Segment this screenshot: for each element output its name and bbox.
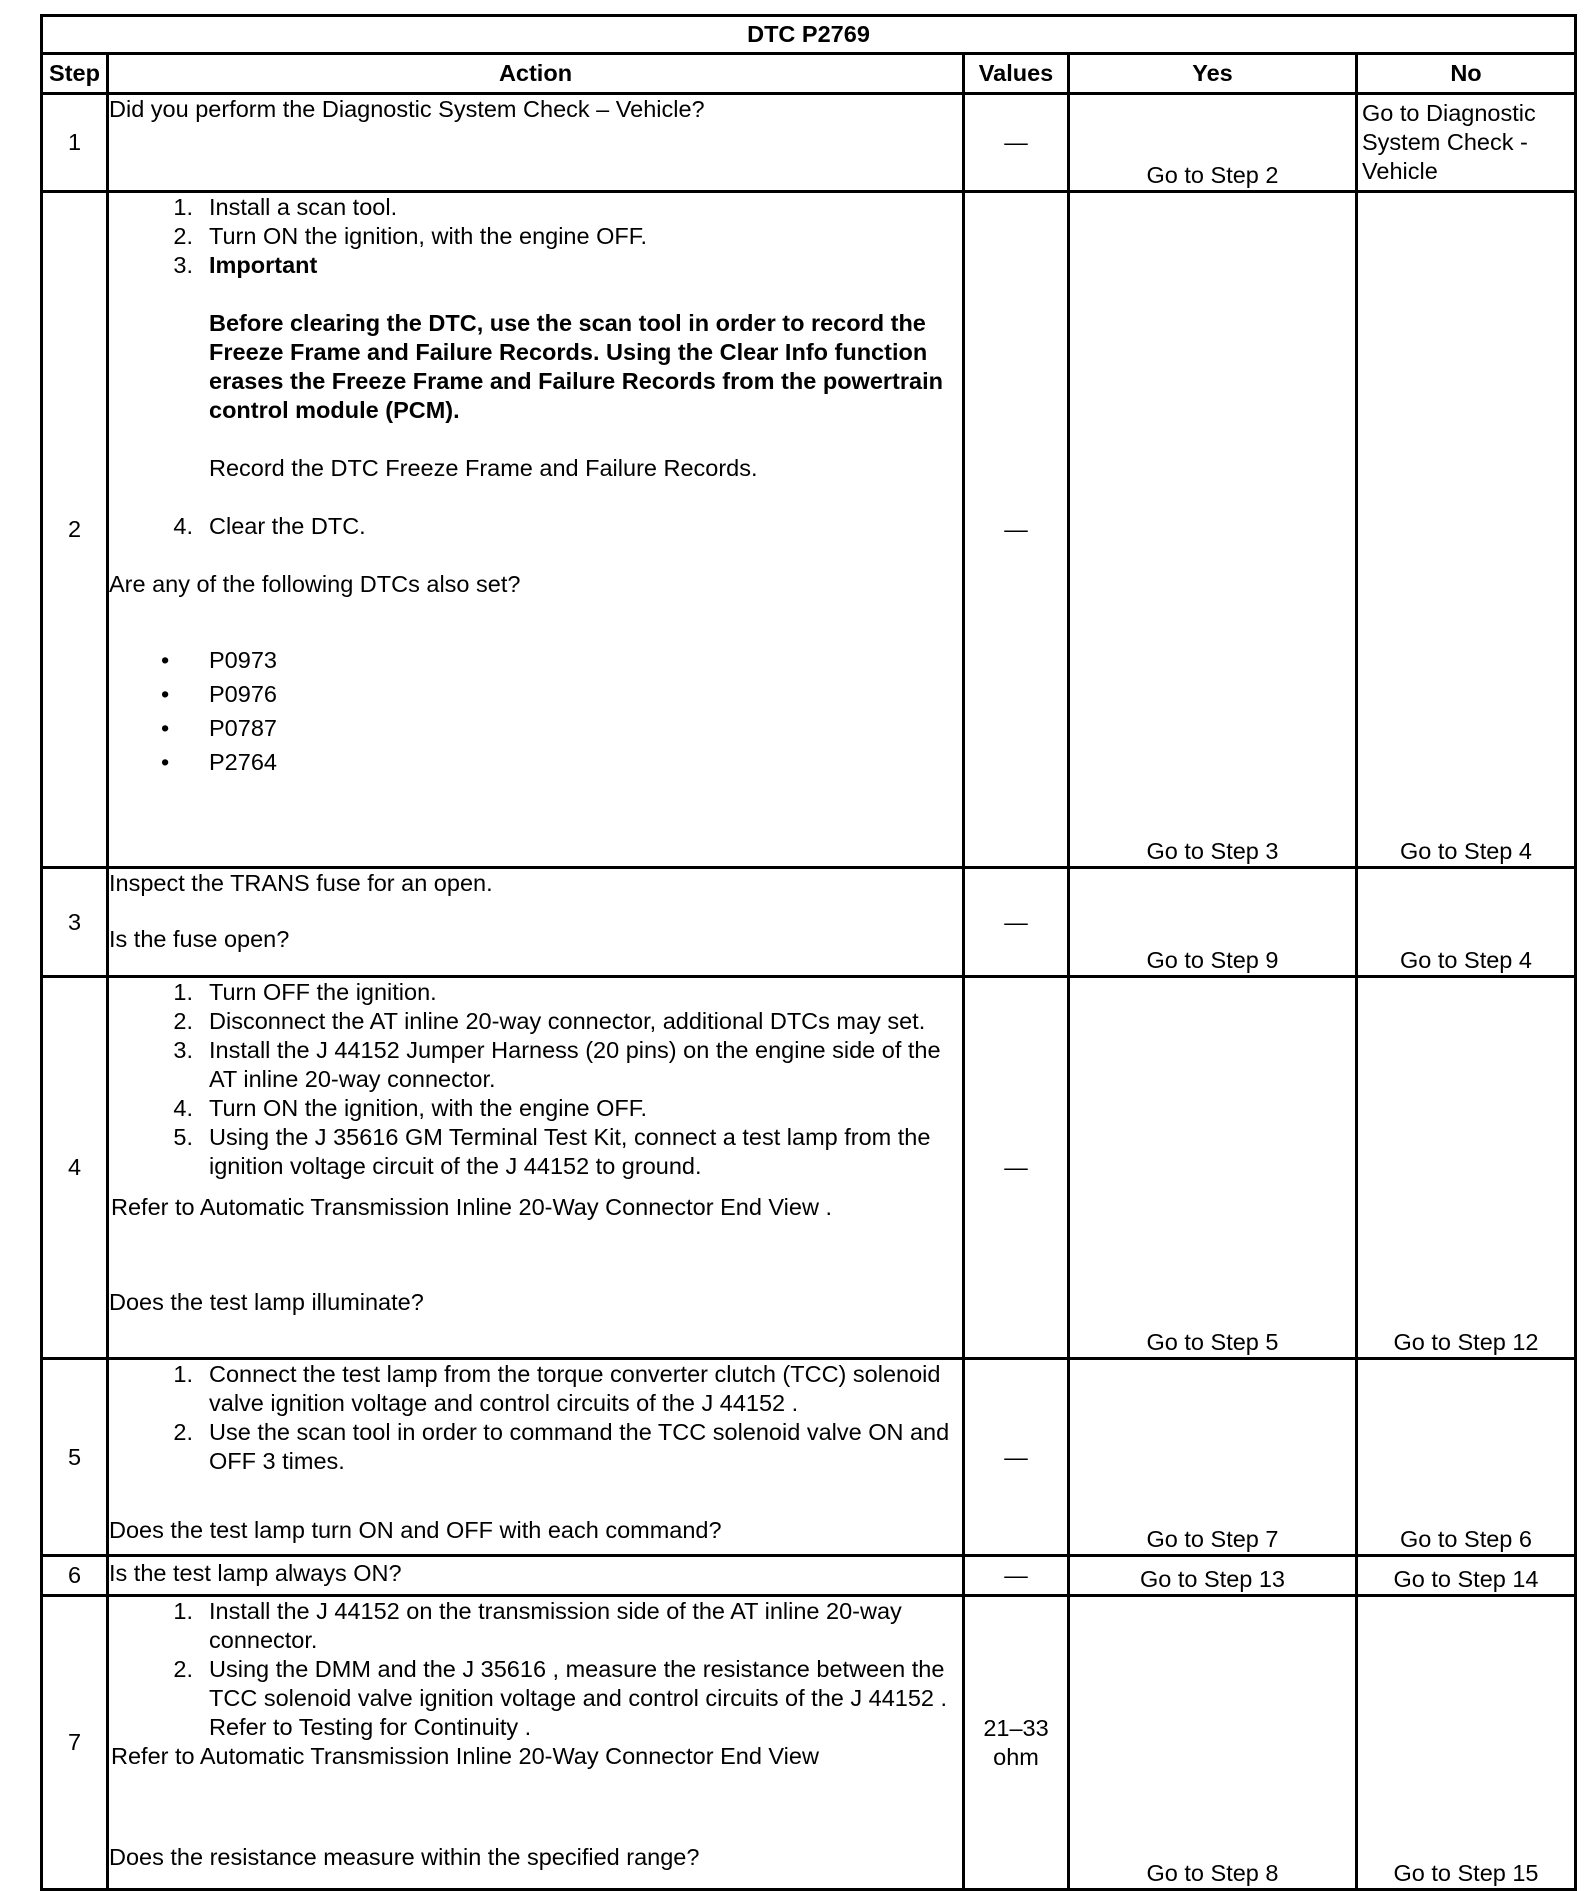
- refer-link[interactable]: Refer to Automatic Transmission Inline 20-Way Connector End View: [111, 1743, 819, 1769]
- no-link[interactable]: Go to Step 15: [1357, 1596, 1576, 1890]
- dtc-item: • P0973: [161, 647, 277, 673]
- no-link[interactable]: Go to Step 14: [1357, 1556, 1576, 1596]
- list-item: 1. Turn OFF the ignition.: [173, 979, 437, 1005]
- list-item: 2. Disconnect the AT inline 20-way connector, additional DTCs may set.: [173, 1008, 926, 1034]
- no-link[interactable]: Go to Diagnostic System Check - Vehicle: [1357, 94, 1576, 192]
- table-row: [42, 1556, 1576, 1596]
- table-row: [42, 192, 1576, 868]
- refer-link[interactable]: Refer to Automatic Transmission Inline 20-Way Connector End View .: [111, 1194, 832, 1220]
- list-item: 1. Connect the test lamp from the torque converter clutch (TCC) solenoid valve ignition voltage and control circuits of the J 44152 .: [173, 1361, 941, 1416]
- value-cell: —: [964, 192, 1069, 868]
- list-item: 2. Use the scan tool in order to command the TCC solenoid valve ON and OFF 3 times.: [173, 1419, 950, 1474]
- inspect-text: Inspect the TRANS fuse for an open.: [109, 870, 493, 896]
- step-number: 7: [42, 1596, 108, 1890]
- important-note: Before clearing the DTC, use the scan tool in order to record the Freeze Frame and Failure Records. Using the Clear Info function erases the Freeze Frame and Failure Records from the powertrain control module (PCM).: [209, 310, 943, 423]
- yes-link[interactable]: Go to Step 3: [1069, 192, 1357, 868]
- action-cell: [108, 977, 964, 1359]
- dtc-table: [40, 14, 1577, 1891]
- list-item: 4. Clear the DTC.: [173, 513, 366, 539]
- dtc-item: • P0787: [161, 715, 277, 741]
- yes-link[interactable]: Go to Step 8: [1069, 1596, 1357, 1890]
- header-values: Values: [964, 54, 1069, 94]
- step-number: 4: [42, 977, 108, 1359]
- list-item: 3. Install the J 44152 Jumper Harness (20 pins) on the engine side of the AT inline 20-way connector.: [173, 1037, 941, 1092]
- yes-link[interactable]: Go to Step 13: [1069, 1556, 1357, 1596]
- value-cell: —: [964, 1556, 1069, 1596]
- step-number: 6: [42, 1556, 108, 1596]
- table-row: [42, 1359, 1576, 1556]
- header-step: Step: [42, 54, 108, 94]
- record-note: Record the DTC Freeze Frame and Failure Records.: [209, 455, 758, 481]
- action-cell: [108, 868, 964, 977]
- header-no: No: [1357, 54, 1576, 94]
- no-link[interactable]: Go to Step 4: [1357, 868, 1576, 977]
- value-cell: —: [964, 868, 1069, 977]
- value-cell: —: [964, 1359, 1069, 1556]
- step-number: 3: [42, 868, 108, 977]
- table-row: [42, 977, 1576, 1359]
- question: Does the test lamp illuminate?: [109, 1289, 424, 1315]
- question: Did you perform the Diagnostic System Check – Vehicle?: [109, 96, 705, 122]
- no-link[interactable]: Go to Step 12: [1357, 977, 1576, 1359]
- value-cell: 21–33 ohm: [964, 1596, 1069, 1890]
- list-item: 1. Install a scan tool.: [173, 194, 398, 220]
- action-cell: [108, 192, 964, 868]
- dtc-item: • P0976: [161, 681, 277, 707]
- value-cell: —: [964, 94, 1069, 192]
- list-item: 2. Turn ON the ignition, with the engine OFF.: [173, 223, 648, 249]
- action-cell: [108, 1359, 964, 1556]
- table-title: DTC P2769: [42, 16, 1576, 54]
- yes-link[interactable]: Go to Step 7: [1069, 1359, 1357, 1556]
- action-cell: [108, 1556, 964, 1596]
- question: Is the fuse open?: [109, 926, 290, 952]
- yes-link[interactable]: Go to Step 5: [1069, 977, 1357, 1359]
- list-item: 3. Important: [173, 252, 318, 278]
- list-item: 4. Turn ON the ignition, with the engine OFF.: [173, 1095, 648, 1121]
- question: Does the resistance measure within the specified range?: [109, 1844, 700, 1870]
- list-item: 5. Using the J 35616 GM Terminal Test Kit, connect a test lamp from the ignition voltage circuit of the J 44152 to ground.: [173, 1124, 931, 1179]
- table-row: [42, 94, 1576, 192]
- no-link[interactable]: Go to Step 4: [1357, 192, 1576, 868]
- step-number: 5: [42, 1359, 108, 1556]
- action-cell: [108, 1596, 964, 1890]
- action-cell: [108, 94, 964, 192]
- dtc-item: • P2764: [161, 749, 277, 775]
- table-row: [42, 1596, 1576, 1890]
- header-action: Action: [108, 54, 964, 94]
- question: Does the test lamp turn ON and OFF with each command?: [109, 1517, 722, 1543]
- step-number: 2: [42, 192, 108, 868]
- value-cell: —: [964, 977, 1069, 1359]
- yes-link[interactable]: Go to Step 2: [1069, 94, 1357, 192]
- question: Are any of the following DTCs also set?: [109, 571, 521, 597]
- no-link[interactable]: Go to Step 6: [1357, 1359, 1576, 1556]
- list-item: 1. Install the J 44152 on the transmission side of the AT inline 20-way connector.: [173, 1598, 902, 1653]
- list-item: 2. Using the DMM and the J 35616 , measure the resistance between the TCC solenoid valve ignition voltage and control circuits of the J 44152 . Refer to Testing for Continuity .: [173, 1656, 948, 1740]
- header-yes: Yes: [1069, 54, 1357, 94]
- question: Is the test lamp always ON?: [109, 1560, 402, 1586]
- yes-link[interactable]: Go to Step 9: [1069, 868, 1357, 977]
- step-number: 1: [42, 94, 108, 192]
- table-row: [42, 868, 1576, 977]
